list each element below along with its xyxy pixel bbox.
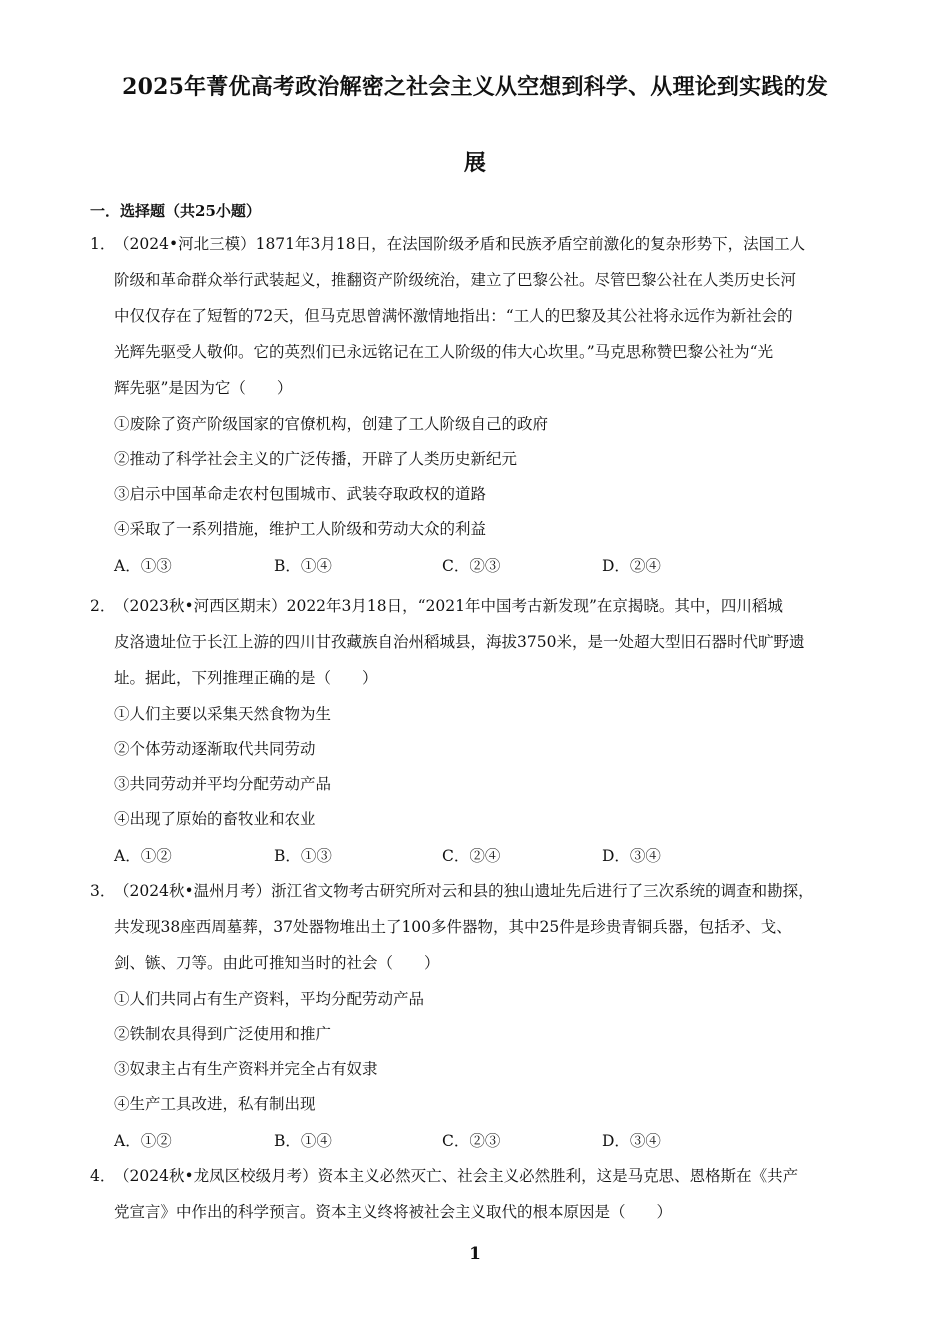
choice-a[interactable]: A．①② (114, 1132, 172, 1150)
question-text-line: 皮洛遗址位于长江上游的四川甘孜藏族自治州稻城县，海拔3750米，是一处超大型旧石器时代旷野遗 (114, 633, 805, 651)
question-text-line: （2024秋•龙凤区校级月考）资本主义必然灭亡、社会主义必然胜利，这是马克思、恩格斯在《共产 (114, 1167, 799, 1185)
statement-option: ①人们共同占有生产资料，平均分配劳动产品 (114, 990, 425, 1008)
question-text-line: 共发现38座西周墓葬，37处器物堆出土了100多件器物，其中25件是珍贵青铜兵器，包括矛、戈、 (114, 918, 792, 936)
question-number: 3． (90, 882, 116, 900)
question-text-line: 党宣言》中作出的科学预言。资本主义终将被社会主义取代的根本原因是（ ） (114, 1203, 673, 1221)
question-text-line: 剑、镞、刀等。由此可推知当时的社会（ ） (114, 954, 440, 972)
choice-b[interactable]: B．①④ (274, 557, 332, 575)
question-number: 4． (90, 1167, 116, 1185)
question-number: 1． (90, 235, 116, 253)
statement-option: ③启示中国革命走农村包围城市、武装夺取政权的道路 (114, 485, 487, 503)
document-title-line-1: 2025年菁优高考政治解密之社会主义从空想到科学、从理论到实践的发 (122, 74, 828, 100)
question-text-line: 光辉先驱受人敬仰。它的英烈们已永远铭记在工人阶级的伟大心坎里。”马克思称赞巴黎公社为“光 (114, 343, 774, 361)
choice-b[interactable]: B．①④ (274, 1132, 332, 1150)
question-text-line: 阶级和革命群众举行武装起义，推翻资产阶级统治，建立了巴黎公社。尽管巴黎公社在人类历史长河 (114, 271, 797, 289)
question-text-line: 辉先驱”是因为它（ ） (114, 379, 293, 397)
choice-b[interactable]: B．①③ (274, 847, 332, 865)
choice-c[interactable]: C．②③ (442, 1132, 501, 1150)
choice-d[interactable]: D．③④ (602, 847, 661, 865)
answer-choices (114, 554, 874, 574)
statement-option: ④采取了一系列措施，维护工人阶级和劳动大众的利益 (114, 520, 487, 538)
statement-option: ④生产工具改进，私有制出现 (114, 1095, 316, 1113)
question-text-line: （2023秋•河西区期末）2022年3月18日，“2021年中国考古新发现”在京揭晓。其中，四川稻城 (114, 597, 783, 615)
choice-d[interactable]: D．③④ (602, 1132, 661, 1150)
choice-a[interactable]: A．①③ (114, 557, 172, 575)
statement-option: ②铁制农具得到广泛使用和推广 (114, 1025, 332, 1043)
statement-option: ①废除了资产阶级国家的官僚机构，创建了工人阶级自己的政府 (114, 415, 549, 433)
statement-option: ①人们主要以采集天然食物为生 (114, 705, 332, 723)
answer-choices (114, 844, 874, 864)
choice-c[interactable]: C．②④ (442, 847, 501, 865)
statement-option: ③奴隶主占有生产资料并完全占有奴隶 (114, 1060, 378, 1078)
question-text-line: 址。据此，下列推理正确的是（ ） (114, 669, 378, 687)
statement-option: ②个体劳动逐渐取代共同劳动 (114, 740, 316, 758)
section-heading: 一．选择题（共25小题） (90, 202, 261, 220)
answer-choices (114, 1129, 874, 1149)
question-text-line: （2024秋•温州月考）浙江省文物考古研究所对云和县的独山遗址先后进行了三次系统的调查和勘探， (114, 882, 814, 900)
question-text-line: （2024•河北三模）1871年3月18日，在法国阶级矛盾和民族矛盾空前激化的复杂形势下，法国工人 (114, 235, 806, 253)
choice-c[interactable]: C．②③ (442, 557, 501, 575)
statement-option: ④出现了原始的畜牧业和农业 (114, 810, 316, 828)
page-number: 1 (469, 1244, 481, 1264)
question-text-line: 中仅仅存在了短暂的72天，但马克思曾满怀激情地指出：“工人的巴黎及其公社将永远作为新社会的 (114, 307, 793, 325)
document-title-line-2: 展 (463, 150, 487, 176)
question-number: 2． (90, 597, 116, 615)
statement-option: ②推动了科学社会主义的广泛传播，开辟了人类历史新纪元 (114, 450, 518, 468)
choice-a[interactable]: A．①② (114, 847, 172, 865)
statement-option: ③共同劳动并平均分配劳动产品 (114, 775, 332, 793)
choice-d[interactable]: D．②④ (602, 557, 661, 575)
